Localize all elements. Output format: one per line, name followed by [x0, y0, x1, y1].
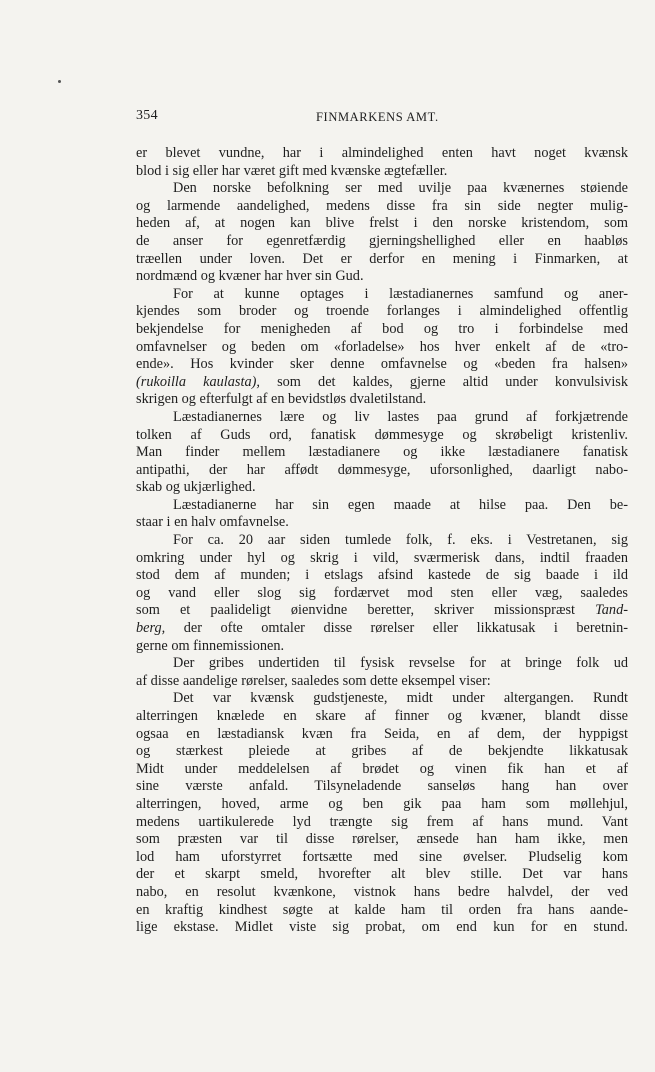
- text-line: de anser for egenretfærdig gjerningshellighed eller en haabløs: [136, 232, 628, 249]
- text-line: og vand eller slog sig fordærvet mod sten eller væg, saaledes: [136, 584, 628, 601]
- text-line: nabo, en resolut kvænkone, vistnok hans bedre halvdel, der ved: [136, 883, 628, 900]
- page-header: [136, 108, 628, 128]
- text-line: sine værste anfald. Tilsyneladende sanseløs hang han over: [136, 778, 628, 795]
- text-line: ogsaa en læstadiansk kvæn fra Seida, en af dem, der hyppigst: [136, 725, 628, 742]
- text-line: omfavnelser og beden om «forladelse» hos hver enkelt af de «tro-: [136, 338, 628, 355]
- text-line: nordmænd og kvæner har hver sin Gud.: [136, 268, 364, 285]
- text-line: Den norske befolkning ser med uvilje paa kvænernes støiende: [173, 180, 628, 197]
- text-line: omkring under hyl og skrig i vild, sværmerisk dans, indtil fraaden: [136, 549, 628, 566]
- text-line: er blevet vundne, har i almindelighed enten havt noget kvænsk: [136, 145, 628, 161]
- text-line: Det var kvænsk gudstjeneste, midt under altergangen. Rundt: [173, 690, 628, 707]
- running-title: FINMARKENS AMT.: [316, 110, 439, 124]
- text-line: Midt under meddelelsen af brødet og vinen fik han et af: [136, 760, 628, 777]
- text-line: der et skarpt smeld, hvorefter alt blev stille. Det var hans: [136, 866, 628, 883]
- text-line: heden af, at nogen kan blive frelst i den norske kristendom, som: [136, 215, 628, 232]
- text-line: (rukoilla kaulasta), som det kaldes, gjerne altid under konvulsivisk: [136, 373, 629, 390]
- text-line: alterringen, hoved, arme og ben gik paa ham som møllehjul,: [136, 795, 628, 812]
- text-line: alterringen knælede en skare af finner og kvæner, blandt disse: [136, 708, 628, 724]
- text-line: tolken af Guds ord, fanatisk dømmesyge og skrøbeligt kristenliv.: [136, 426, 628, 443]
- text-line: Der gribes undertiden til fysisk revselse for at bringe folk ud: [173, 655, 628, 672]
- text-line: og stærkest pleiede at gribes af de bekjendte likkatusak: [136, 743, 628, 760]
- ink-speck: [58, 80, 61, 83]
- text-line: en kraftig kindhest søgte at kalde ham til orden fra hans aande-: [136, 901, 628, 918]
- text-line: ende». Hos kvinder sker denne omfavnelse og «beden fra halsen»: [136, 356, 628, 373]
- text-line: lige ekstase. Midlet viste sig probat, om end kun for en stund.: [136, 919, 628, 936]
- text-line: skab og ukjærlighed.: [136, 479, 256, 496]
- text-line: stod dem af munden; i etslags afsind kastede de sig baade i ild: [136, 567, 628, 584]
- text-line: bekjendelse for menigheden af bod og tro i forbindelse med: [136, 320, 628, 337]
- text-line: berg, der ofte omtaler disse rørelser eller likkatusak i beretnin-: [136, 620, 628, 637]
- text-line: skrigen og efterfulgt af en bevidstløs dvaletilstand.: [136, 391, 427, 408]
- text-line: Læstadianerne har sin egen maade at hilse paa. Den be-: [173, 496, 628, 513]
- body-text: [136, 145, 628, 937]
- text-line: medens uartikulerede lyd trængte sig frem af hans mund. Vant: [136, 813, 628, 830]
- text-line: Man finder mellem læstadianere og ikke læstadianere fanatisk: [136, 444, 628, 461]
- text-line: antipathi, der har affødt dømmesyge, uforsonlighed, daarligt nabo-: [136, 461, 628, 478]
- text-line: For ca. 20 aar siden tumlede folk, f. eks. i Vestretanen, sig: [173, 532, 628, 549]
- text-line: kjendes som broder og troende forlanges i almindelighed offentlig: [136, 303, 628, 320]
- page-number: 354: [136, 108, 158, 123]
- text-line: staar i en halv omfavnelse.: [136, 514, 289, 531]
- text-line: gerne om finnemissionen.: [136, 637, 285, 654]
- text-line: træellen under loven. Det er derfor en mening i Finmarken, at: [136, 250, 628, 267]
- text-line: som præsten var til disse rørelser, ænsede han ham ikke, men: [136, 831, 628, 848]
- text-line: lod ham uforstyrret fortsætte med sine øvelser. Pludselig kom: [136, 848, 628, 865]
- text-line: Læstadianernes lære og liv lastes paa grund af forkjætrende: [173, 408, 628, 425]
- text-line: og larmende aandelighed, medens disse fra sin side negter mulig-: [136, 197, 628, 214]
- text-line: blod i sig eller har været gift med kvænske ægtefæller.: [136, 162, 448, 179]
- text-line: af disse aandelige rørelser, saaledes som dette eksempel viser:: [136, 672, 491, 689]
- text-line: som et paalideligt øienvidne beretter, skriver missionspræst Tand-: [136, 602, 628, 619]
- text-line: For at kunne optages i læstadianernes samfund og aner-: [173, 285, 628, 302]
